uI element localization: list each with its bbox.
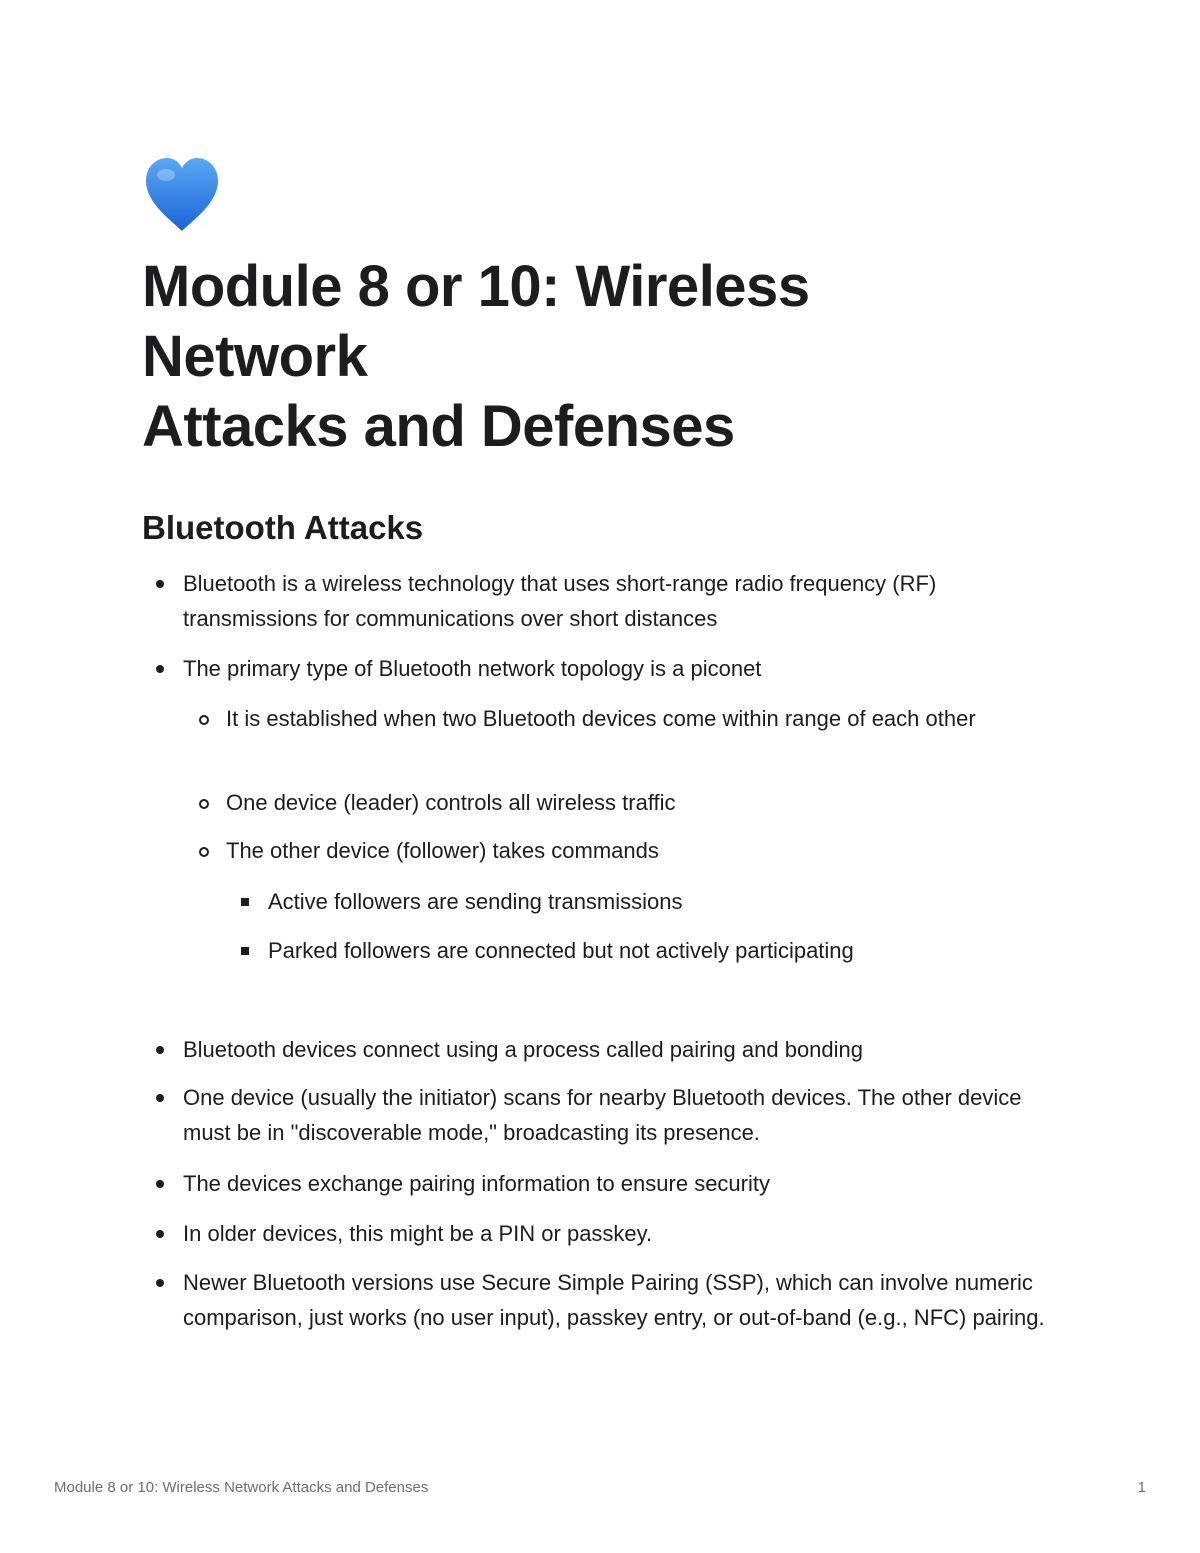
- bullet-disc-icon: [156, 665, 164, 673]
- bullet-circle-icon: [199, 847, 209, 857]
- list-item: [183, 1032, 1063, 1067]
- bullet-disc-icon: [156, 1279, 164, 1287]
- list-item-text: In older devices, this might be a PIN or passkey.: [183, 1221, 653, 1246]
- list-item-text: Active followers are sending transmissions: [268, 889, 683, 914]
- list-item: [183, 1265, 1063, 1335]
- list-item-text: One device (usually the initiator) scans for nearby Bluetooth devices. The other device must be in "discoverable mode," broadcasting its presence.: [183, 1085, 1022, 1145]
- list-item: [268, 884, 1048, 919]
- bullet-square-icon: [241, 947, 249, 955]
- bullet-disc-icon: [156, 1094, 164, 1102]
- page-title: [142, 252, 1102, 462]
- list-item: [183, 1166, 1063, 1201]
- bullet-circle-icon: [199, 799, 209, 809]
- title-line: Network: [142, 324, 368, 389]
- list-item-text: It is established when two Bluetooth devices come within range of each other: [226, 706, 976, 731]
- blue-heart-icon: [142, 155, 222, 235]
- list-item-text: Parked followers are connected but not actively participating: [268, 938, 854, 963]
- list-item-text: The other device (follower) takes commands: [226, 838, 659, 863]
- list-item: [183, 651, 1063, 686]
- bullet-disc-icon: [156, 1046, 164, 1054]
- list-item: [268, 933, 1048, 968]
- bullet-disc-icon: [156, 1180, 164, 1188]
- list-item-text: Bluetooth is a wireless technology that uses short-range radio frequency (RF) transmissions for communications over short distances: [183, 571, 937, 631]
- bullet-disc-icon: [156, 580, 164, 588]
- list-item: [226, 785, 1046, 820]
- list-item-text: The devices exchange pairing information to ensure security: [183, 1171, 770, 1196]
- footer-page-number: 1: [1137, 1479, 1146, 1496]
- title-line: Module 8 or 10: Wireless: [142, 254, 810, 319]
- list-item: [226, 701, 1046, 736]
- list-item-text: The primary type of Bluetooth network topology is a piconet: [183, 656, 762, 681]
- list-item: [226, 833, 1046, 868]
- list-item-text: One device (leader) controls all wireless traffic: [226, 790, 676, 815]
- footer-document-title: Module 8 or 10: Wireless Network Attacks and Defenses: [54, 1479, 429, 1496]
- list-item: [183, 1216, 1063, 1251]
- bullet-circle-icon: [199, 715, 209, 725]
- list-item: [183, 1080, 1063, 1150]
- bullet-disc-icon: [156, 1230, 164, 1238]
- list-item: [183, 566, 1063, 636]
- title-line: Attacks and Defenses: [142, 394, 735, 459]
- list-item-text: Bluetooth devices connect using a process called pairing and bonding: [183, 1037, 864, 1062]
- list-item-text: Newer Bluetooth versions use Secure Simple Pairing (SSP), which can involve numeric comparison, just works (no user input), passkey entry, or out-of-band (e.g., NFC) pairing.: [183, 1270, 1045, 1330]
- section-heading: Bluetooth Attacks: [142, 509, 424, 546]
- bullet-square-icon: [241, 898, 249, 906]
